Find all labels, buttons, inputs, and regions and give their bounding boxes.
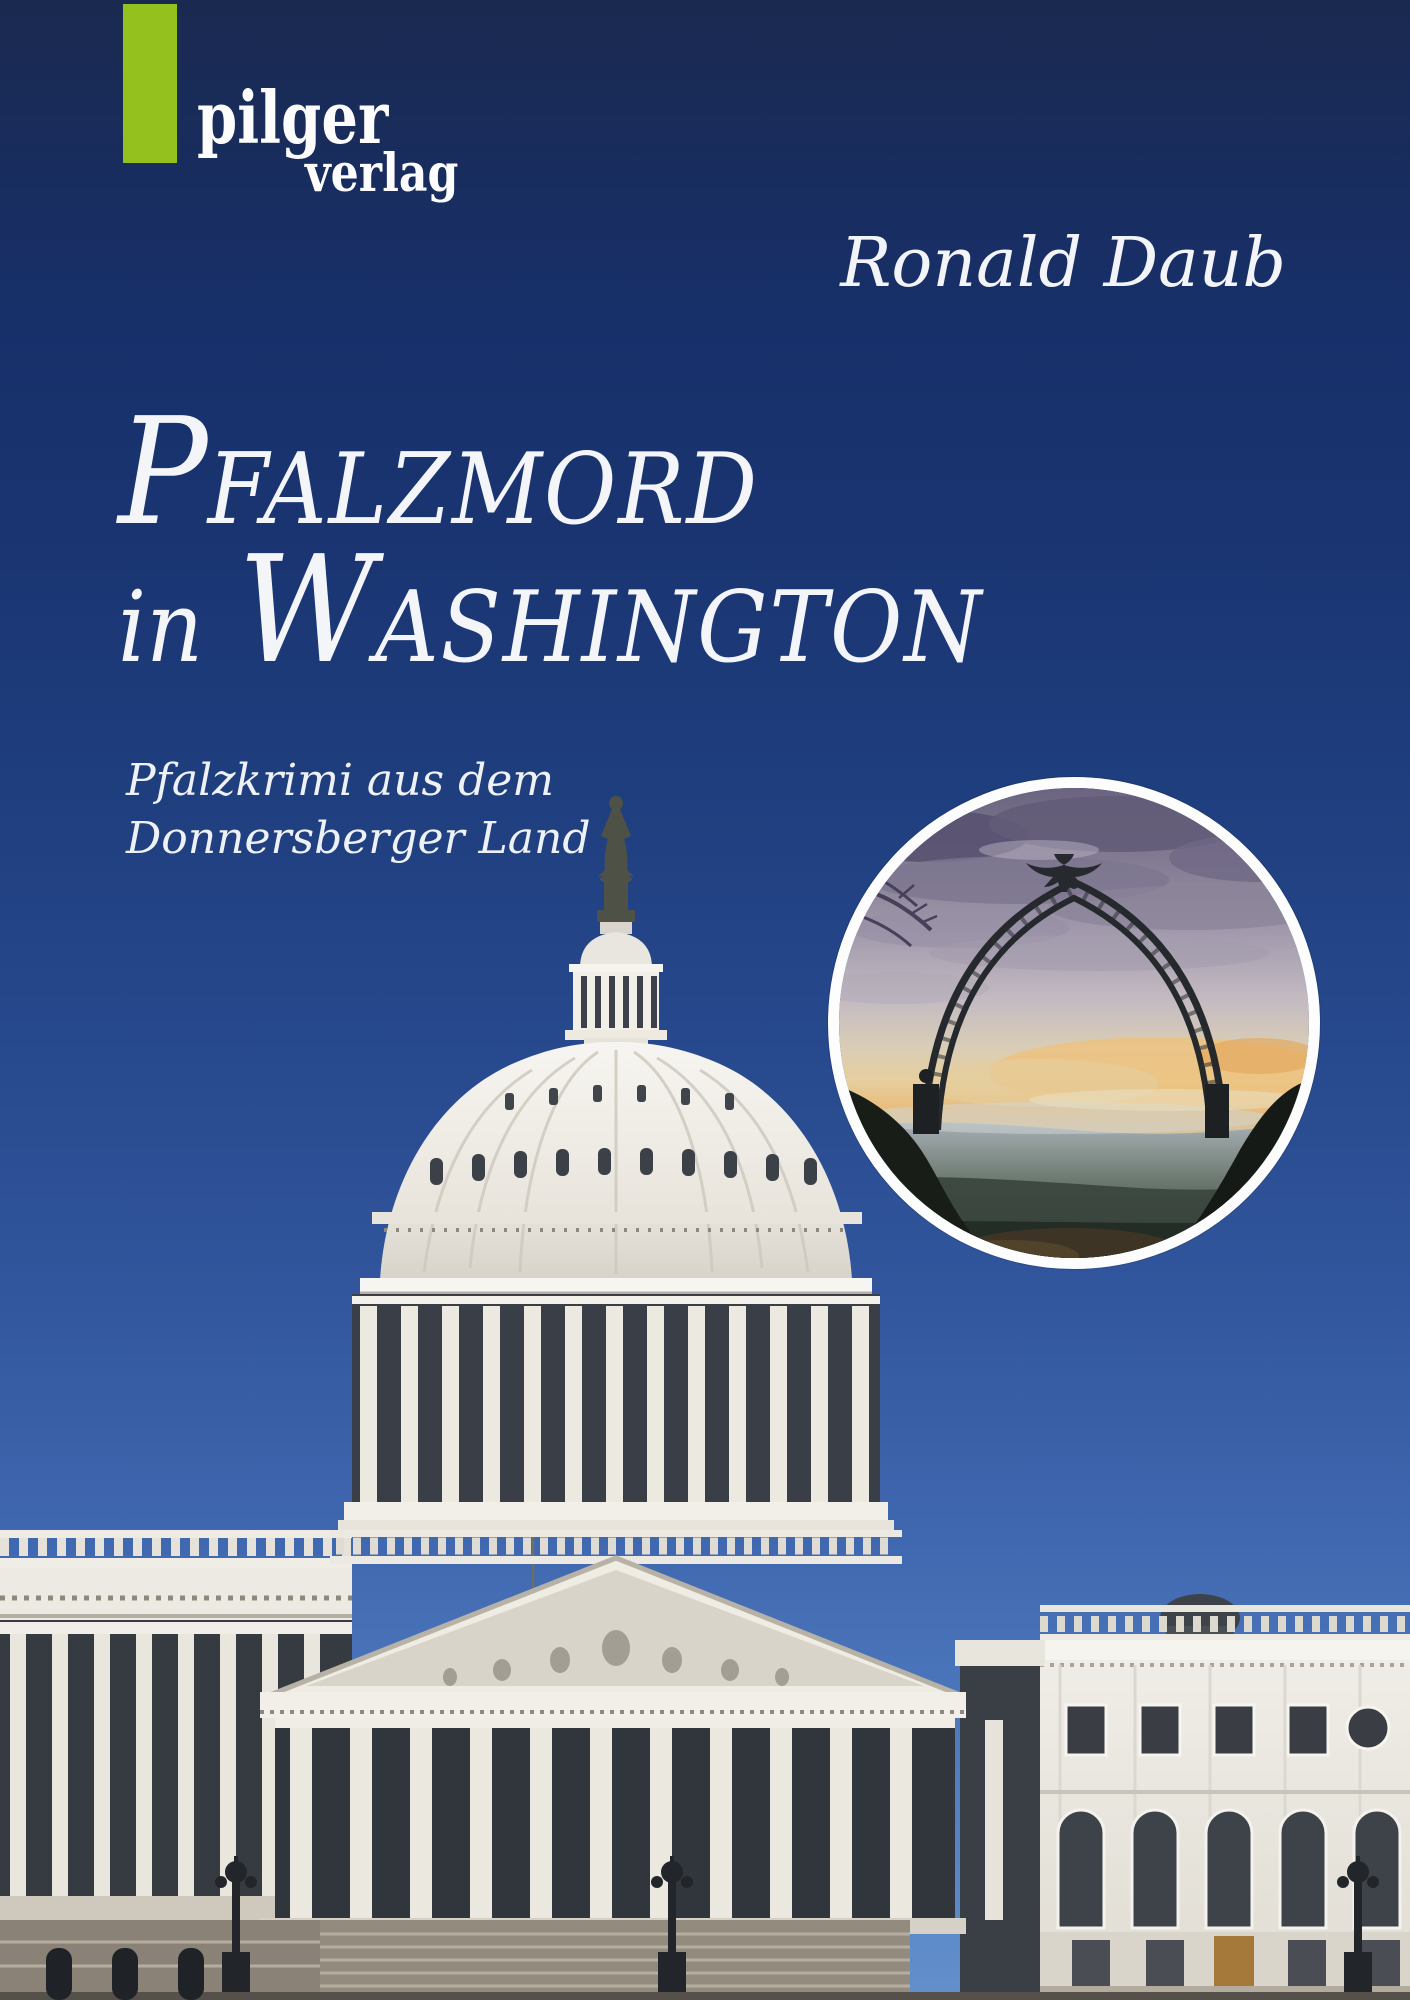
capitol-recess — [955, 1640, 1045, 2000]
logo-text-verlag: verlag — [305, 143, 459, 204]
logo-text-pilger: pilger — [197, 75, 389, 160]
logo-green-bar-icon — [123, 4, 177, 163]
title-line-1-initial: P — [118, 386, 208, 558]
title-line-1-rest: FALZMORD — [207, 433, 759, 547]
book-title — [118, 386, 984, 696]
bollard — [112, 1948, 138, 2000]
statue-of-freedom — [597, 796, 635, 922]
author-name: Ronald Daub — [840, 224, 1286, 303]
bollard — [178, 1948, 204, 2000]
inset-photo-eagle-arch — [828, 777, 1320, 1269]
title-line-2 — [118, 524, 984, 696]
capitol-center-portico — [260, 1558, 966, 1934]
bollard — [46, 1948, 72, 2000]
dome-lantern — [565, 922, 667, 1046]
title-line-2-initial: W — [238, 524, 376, 696]
title-line-2-prefix: in — [118, 571, 232, 685]
title-line-2-rest: ASHINGTON — [375, 571, 984, 685]
subtitle-line-1: Pfalzkrimi aus dem — [126, 755, 554, 806]
subtitle-line-2: Donnersberger Land — [126, 813, 591, 865]
eagle-arch-photo — [839, 788, 1309, 1258]
